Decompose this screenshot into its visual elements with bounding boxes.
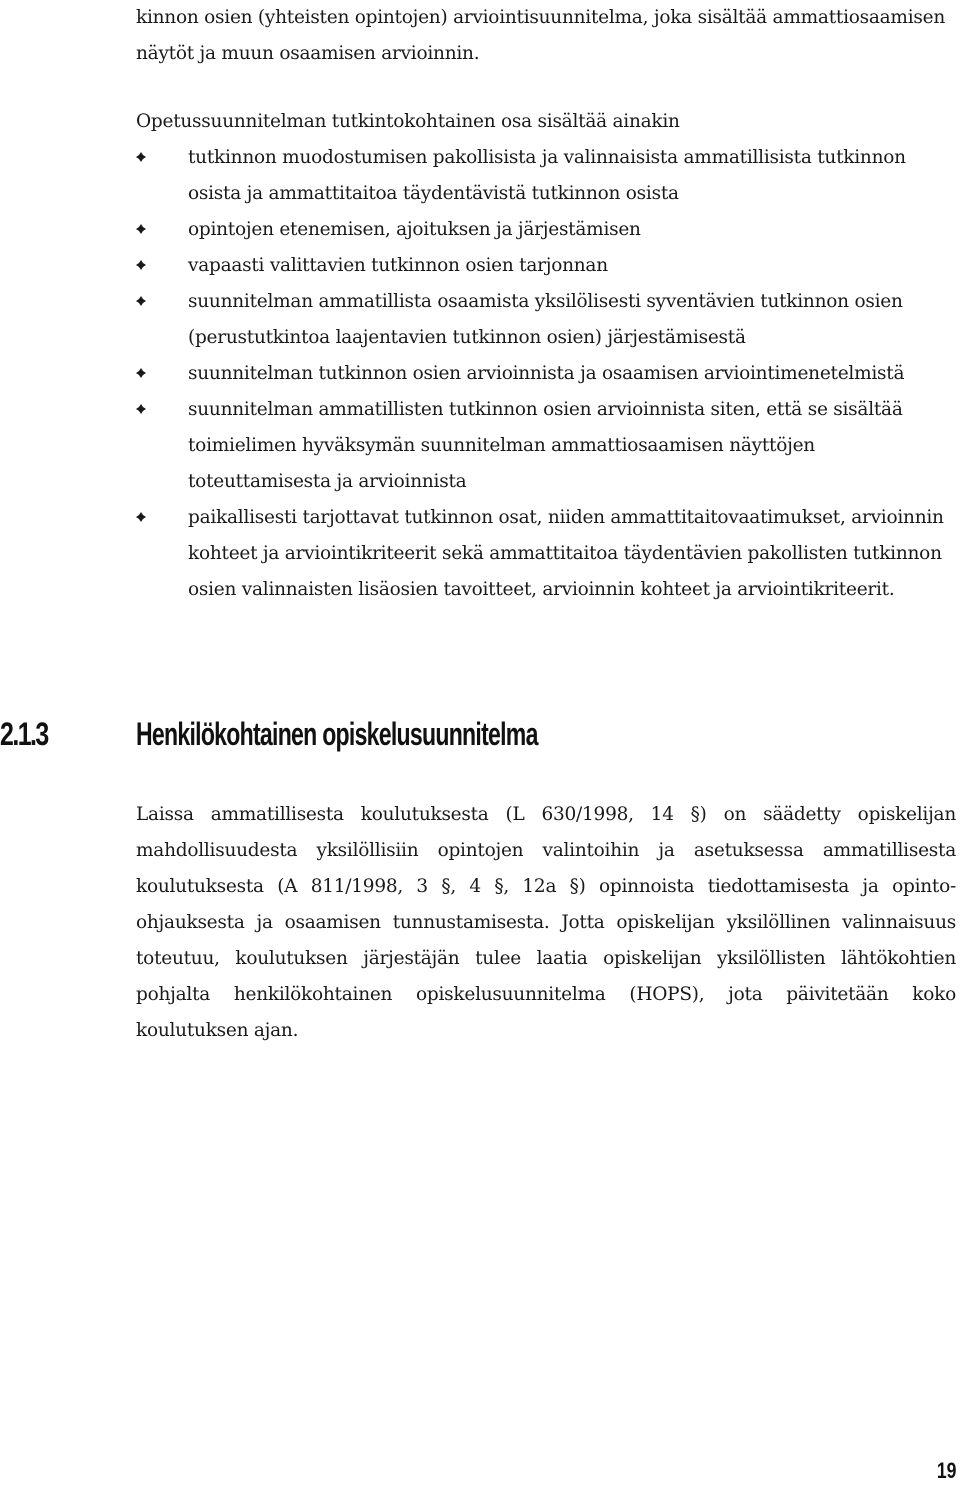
- list-item: [136, 392, 956, 500]
- list-item: [136, 248, 956, 284]
- top-paragraph: kinnon osien (yhteisten opintojen) arviointisuunnitelma, joka sisältää ammattiosaamisen näytöt ja muun osaamisen arvioinnin.: [136, 7, 945, 64]
- diamond-bullet-icon: [136, 260, 146, 270]
- bullet-text: vapaasti valittavien tutkinnon osien tarjonnan: [188, 255, 608, 276]
- intro-line: Opetussuunnitelman tutkintokohtainen osa sisältää ainakin: [136, 111, 680, 132]
- section-number: 2.1.3: [0, 716, 48, 752]
- diamond-bullet-icon: [136, 512, 146, 522]
- bullet-text: suunnitelman ammatillisten tutkinnon osien arvioinnista siten, että se sisältää toimielimen hyväksymän suunnitelman ammattiosaamisen näyttöjen toteuttamisesta ja arvioinnista: [188, 399, 903, 492]
- list-item: [136, 212, 956, 248]
- list-item: [136, 140, 956, 212]
- body-paragraph: Laissa ammatillisesta koulutuksesta (L 630/1998, 14 §) on säädetty opiskelijan mahdollisuudesta yksilöllisiin opintojen valintoihin ja asetuksessa ammatillisesta koulutuksesta (A 811/1998, 3 §, 4 §, 12a §) opinnoista tiedottamisesta ja opinto-ohjauksesta ja osaamisen tunnustamisesta. Jotta opiskelijan yksilöllinen valinnaisuus toteutuu, koulutuksen järjestäjän tulee laatia opiskelijan yksilöllisten lähtökohtien pohjalta henkilökohtainen opiskelusuunnitelma (HOPS), jota päivitetään koko koulutuksen ajan.: [136, 804, 956, 1041]
- page-number: 19: [936, 1458, 956, 1483]
- diamond-bullet-icon: [136, 224, 146, 234]
- diamond-bullet-icon: [136, 404, 146, 414]
- diamond-bullet-icon: [136, 152, 146, 162]
- list-item: [136, 356, 956, 392]
- list-item: [136, 500, 956, 608]
- bullet-text: opintojen etenemisen, ajoituksen ja järjestämisen: [188, 219, 641, 240]
- bullet-text: suunnitelman ammatillista osaamista yksilölisesti syventävien tutkinnon osien (perustutkintoa laajentavien tutkinnon osien) järjestämisestä: [188, 291, 903, 348]
- bullet-list: [136, 140, 956, 608]
- bullet-text: paikallisesti tarjottavat tutkinnon osat, niiden ammattitaitovaatimukset, arvioinnin kohteet ja arviointikriteerit sekä ammattitaitoa täydentävien pakollisten tutkinnon osien valinnaisten lisäosien tavoitteet, arvioinnin kohteet ja arviointikriteerit.: [188, 507, 944, 600]
- list-item: [136, 284, 956, 356]
- bullet-text: tutkinnon muodostumisen pakollisista ja valinnaisista ammatillisista tutkinnon osista ja ammattitaitoa täydentävistä tutkinnon osista: [188, 147, 906, 204]
- section-title: Henkilökohtainen opiskelusuunnitelma: [136, 716, 538, 752]
- diamond-bullet-icon: [136, 296, 146, 306]
- diamond-bullet-icon: [136, 368, 146, 378]
- section-heading: [0, 716, 960, 772]
- bullet-text: suunnitelman tutkinnon osien arvioinnista ja osaamisen arviointimenetelmistä: [188, 363, 905, 384]
